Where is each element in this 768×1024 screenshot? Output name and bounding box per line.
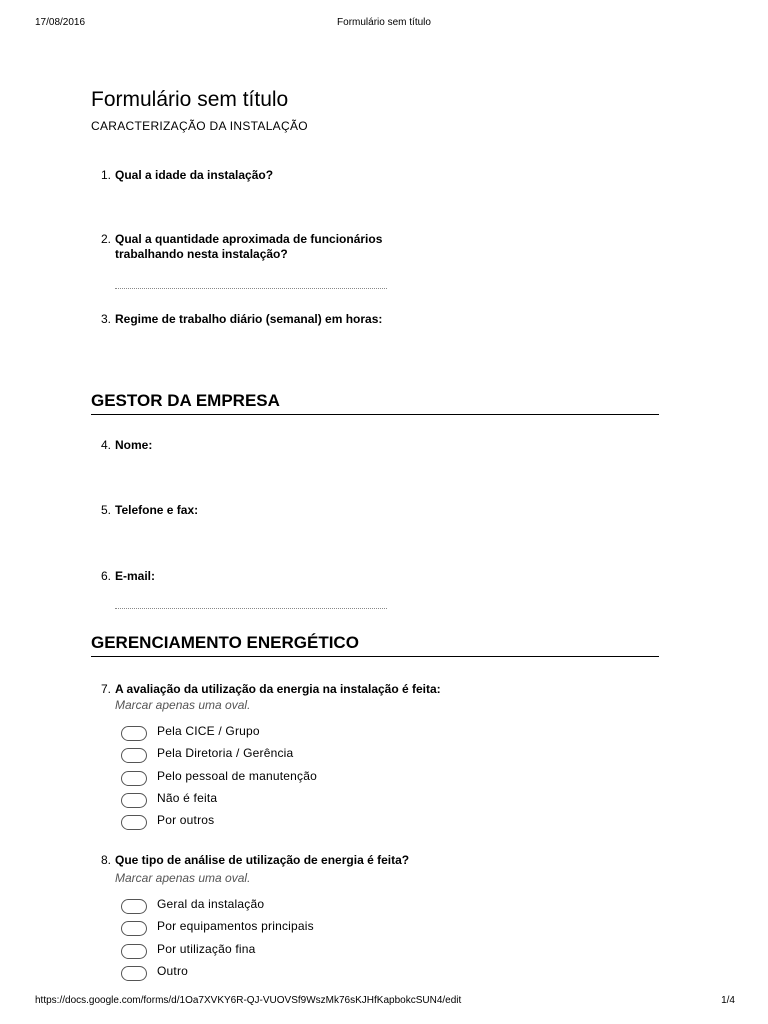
question-text: Qual a quantidade aproximada de funcionários trabalhando nesta instalação? xyxy=(115,232,383,261)
radio-oval[interactable] xyxy=(121,771,147,786)
form-description: CARACTERIZAÇÃO DA INSTALAÇÃO xyxy=(91,119,308,133)
radio-oval[interactable] xyxy=(121,726,147,741)
question-number: 6. xyxy=(100,569,111,583)
question-text: Que tipo de análise de utilização de energia é feita? xyxy=(115,853,410,867)
question-2 xyxy=(91,232,391,262)
question-number: 4. xyxy=(100,438,111,452)
question-number: 2. xyxy=(100,232,111,246)
form-title: Formulário sem título xyxy=(91,88,289,111)
section-title: GESTOR DA EMPRESA xyxy=(91,391,280,410)
answer-line-q2[interactable] xyxy=(115,288,387,289)
radio-oval[interactable] xyxy=(121,944,147,959)
radio-oval[interactable] xyxy=(121,748,147,763)
question-hint: Marcar apenas uma oval. xyxy=(115,871,251,885)
section-title: GERENCIAMENTO ENERGÉTICO xyxy=(91,633,359,652)
question-text: Nome: xyxy=(115,438,153,452)
option-label: Não é feita xyxy=(157,790,218,805)
option-label: Outro xyxy=(157,963,189,978)
question-text: E-mail: xyxy=(115,569,156,583)
radio-oval[interactable] xyxy=(121,966,147,981)
question-6 xyxy=(91,569,391,584)
question-8 xyxy=(91,853,611,868)
question-7 xyxy=(91,682,611,697)
question-number: 8. xyxy=(100,853,111,867)
question-text: Regime de trabalho diário (semanal) em horas: xyxy=(115,312,383,326)
print-footer-url: https://docs.google.com/forms/d/1Oa7XVKY6R-QJ-VUOVSf9WszMk76sKJHfKapbokcSUN4/edit xyxy=(35,995,462,1006)
question-number: 7. xyxy=(100,682,111,696)
page-number: 1/4 xyxy=(721,995,735,1006)
option-label: Por outros xyxy=(157,813,215,828)
radio-oval[interactable] xyxy=(121,815,147,830)
question-1 xyxy=(91,168,391,183)
option-label: Pela Diretoria / Gerência xyxy=(157,746,294,761)
question-number: 5. xyxy=(100,503,111,517)
option-label: Pela CICE / Grupo xyxy=(157,724,260,738)
question-text: A avaliação da utilização da energia na instalação é feita: xyxy=(115,682,441,696)
option-label: Por equipamentos principais xyxy=(157,919,314,934)
print-header-title: Formulário sem título xyxy=(337,17,431,28)
radio-oval[interactable] xyxy=(121,793,147,808)
radio-oval[interactable] xyxy=(121,899,147,914)
question-4 xyxy=(91,438,391,453)
option-label: Geral da instalação xyxy=(157,897,265,911)
question-number: 1. xyxy=(100,168,111,182)
section-gerenciamento-energetico xyxy=(91,633,659,657)
question-hint: Marcar apenas uma oval. xyxy=(115,698,251,712)
question-text: Qual a idade da instalação? xyxy=(115,168,274,182)
option-label: Por utilização fina xyxy=(157,941,256,956)
section-gestor-da-empresa xyxy=(91,391,659,415)
question-number: 3. xyxy=(100,312,111,326)
question-text: Telefone e fax: xyxy=(115,503,199,517)
print-date: 17/08/2016 xyxy=(35,17,86,28)
question-5 xyxy=(91,503,391,518)
answer-line-q6[interactable] xyxy=(115,608,387,609)
question-3 xyxy=(91,312,391,327)
radio-oval[interactable] xyxy=(121,921,147,936)
option-label: Pelo pessoal de manutenção xyxy=(157,768,317,783)
